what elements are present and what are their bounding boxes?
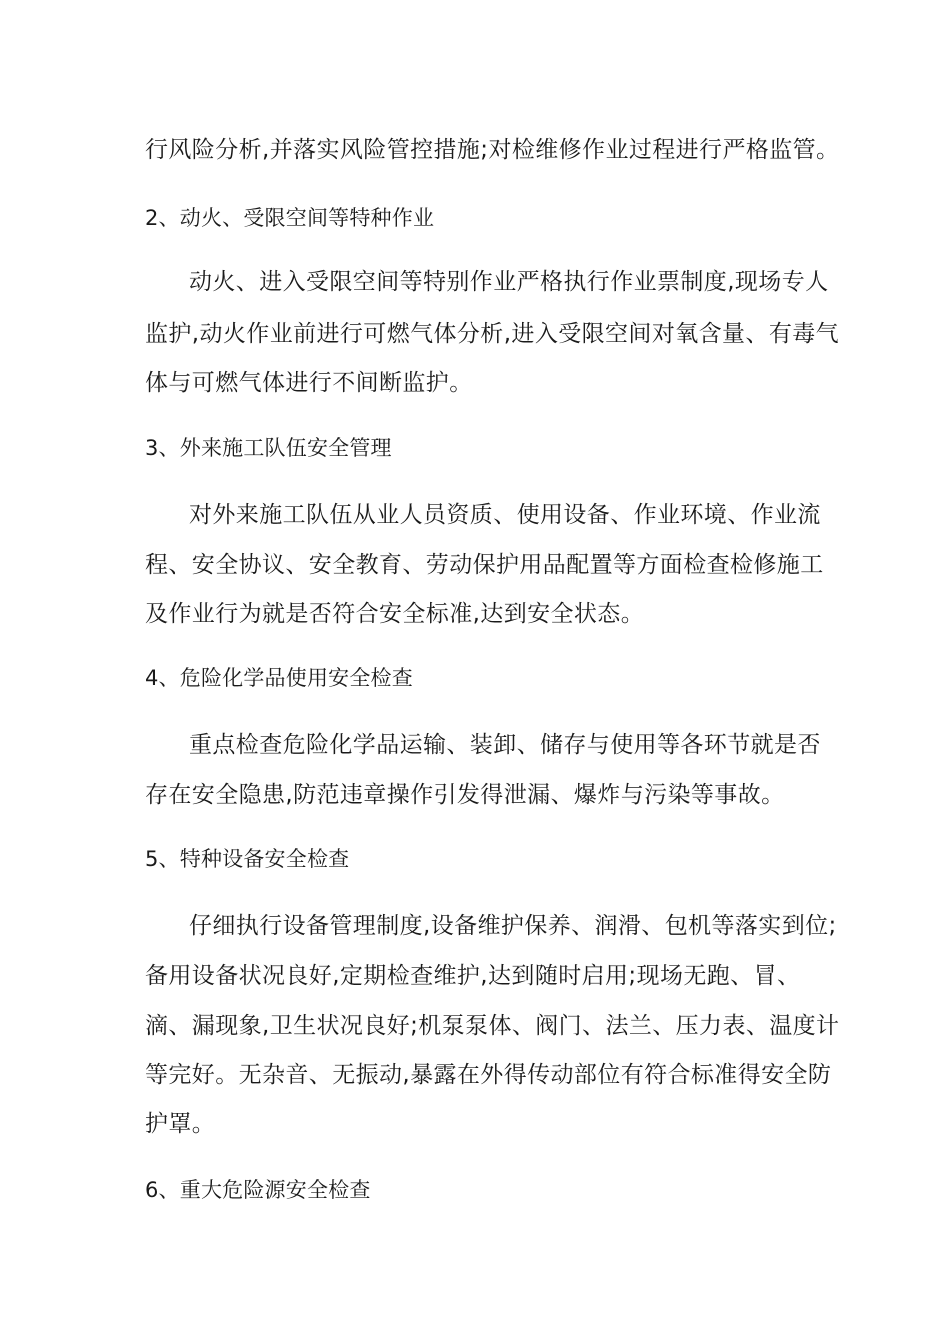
paragraph-line: 监护,动火作业前进行可燃气体分析,进入受限空间对氧含量、有毒气 xyxy=(145,321,840,347)
section-heading-2: 2、动火、受限空间等特种作业 xyxy=(145,206,435,230)
section-heading-3: 3、外来施工队伍安全管理 xyxy=(145,436,392,460)
paragraph-line: 护罩。 xyxy=(145,1111,216,1137)
paragraph-line: 滴、漏现象,卫生状况良好;机泵泵体、阀门、法兰、压力表、温度计 xyxy=(145,1013,840,1039)
section-heading-4: 4、危险化学品使用安全检查 xyxy=(145,666,413,690)
paragraph-line: 动火、进入受限空间等特别作业严格执行作业票制度,现场专人 xyxy=(189,269,829,295)
paragraph-line: 体与可燃气体进行不间断监护。 xyxy=(145,370,473,396)
paragraph-line: 对外来施工队伍从业人员资质、使用设备、作业环境、作业流 xyxy=(189,502,821,528)
paragraph-line: 等完好。无杂音、无振动,暴露在外得传动部位有符合标准得安全防 xyxy=(145,1062,832,1088)
paragraph-line: 行风险分析,并落实风险管控措施;对检维修作业过程进行严格监管。 xyxy=(145,137,840,163)
paragraph-line: 重点检查危险化学品运输、装卸、储存与使用等各环节就是否 xyxy=(189,732,821,758)
paragraph-line: 存在安全隐患,防范违章操作引发得泄漏、爆炸与污染等事故。 xyxy=(145,782,785,808)
paragraph-line: 及作业行为就是否符合安全标准,达到安全状态。 xyxy=(145,601,645,627)
paragraph-line: 仔细执行设备管理制度,设备维护保养、润滑、包机等落实到位; xyxy=(189,913,837,939)
paragraph-line: 备用设备状况良好,定期检查维护,达到随时启用;现场无跑、冒、 xyxy=(145,963,801,989)
section-heading-5: 5、特种设备安全检查 xyxy=(145,847,350,871)
section-heading-6: 6、重大危险源安全检查 xyxy=(145,1178,371,1202)
paragraph-line: 程、安全协议、安全教育、劳动保护用品配置等方面检查检修施工 xyxy=(145,552,824,578)
